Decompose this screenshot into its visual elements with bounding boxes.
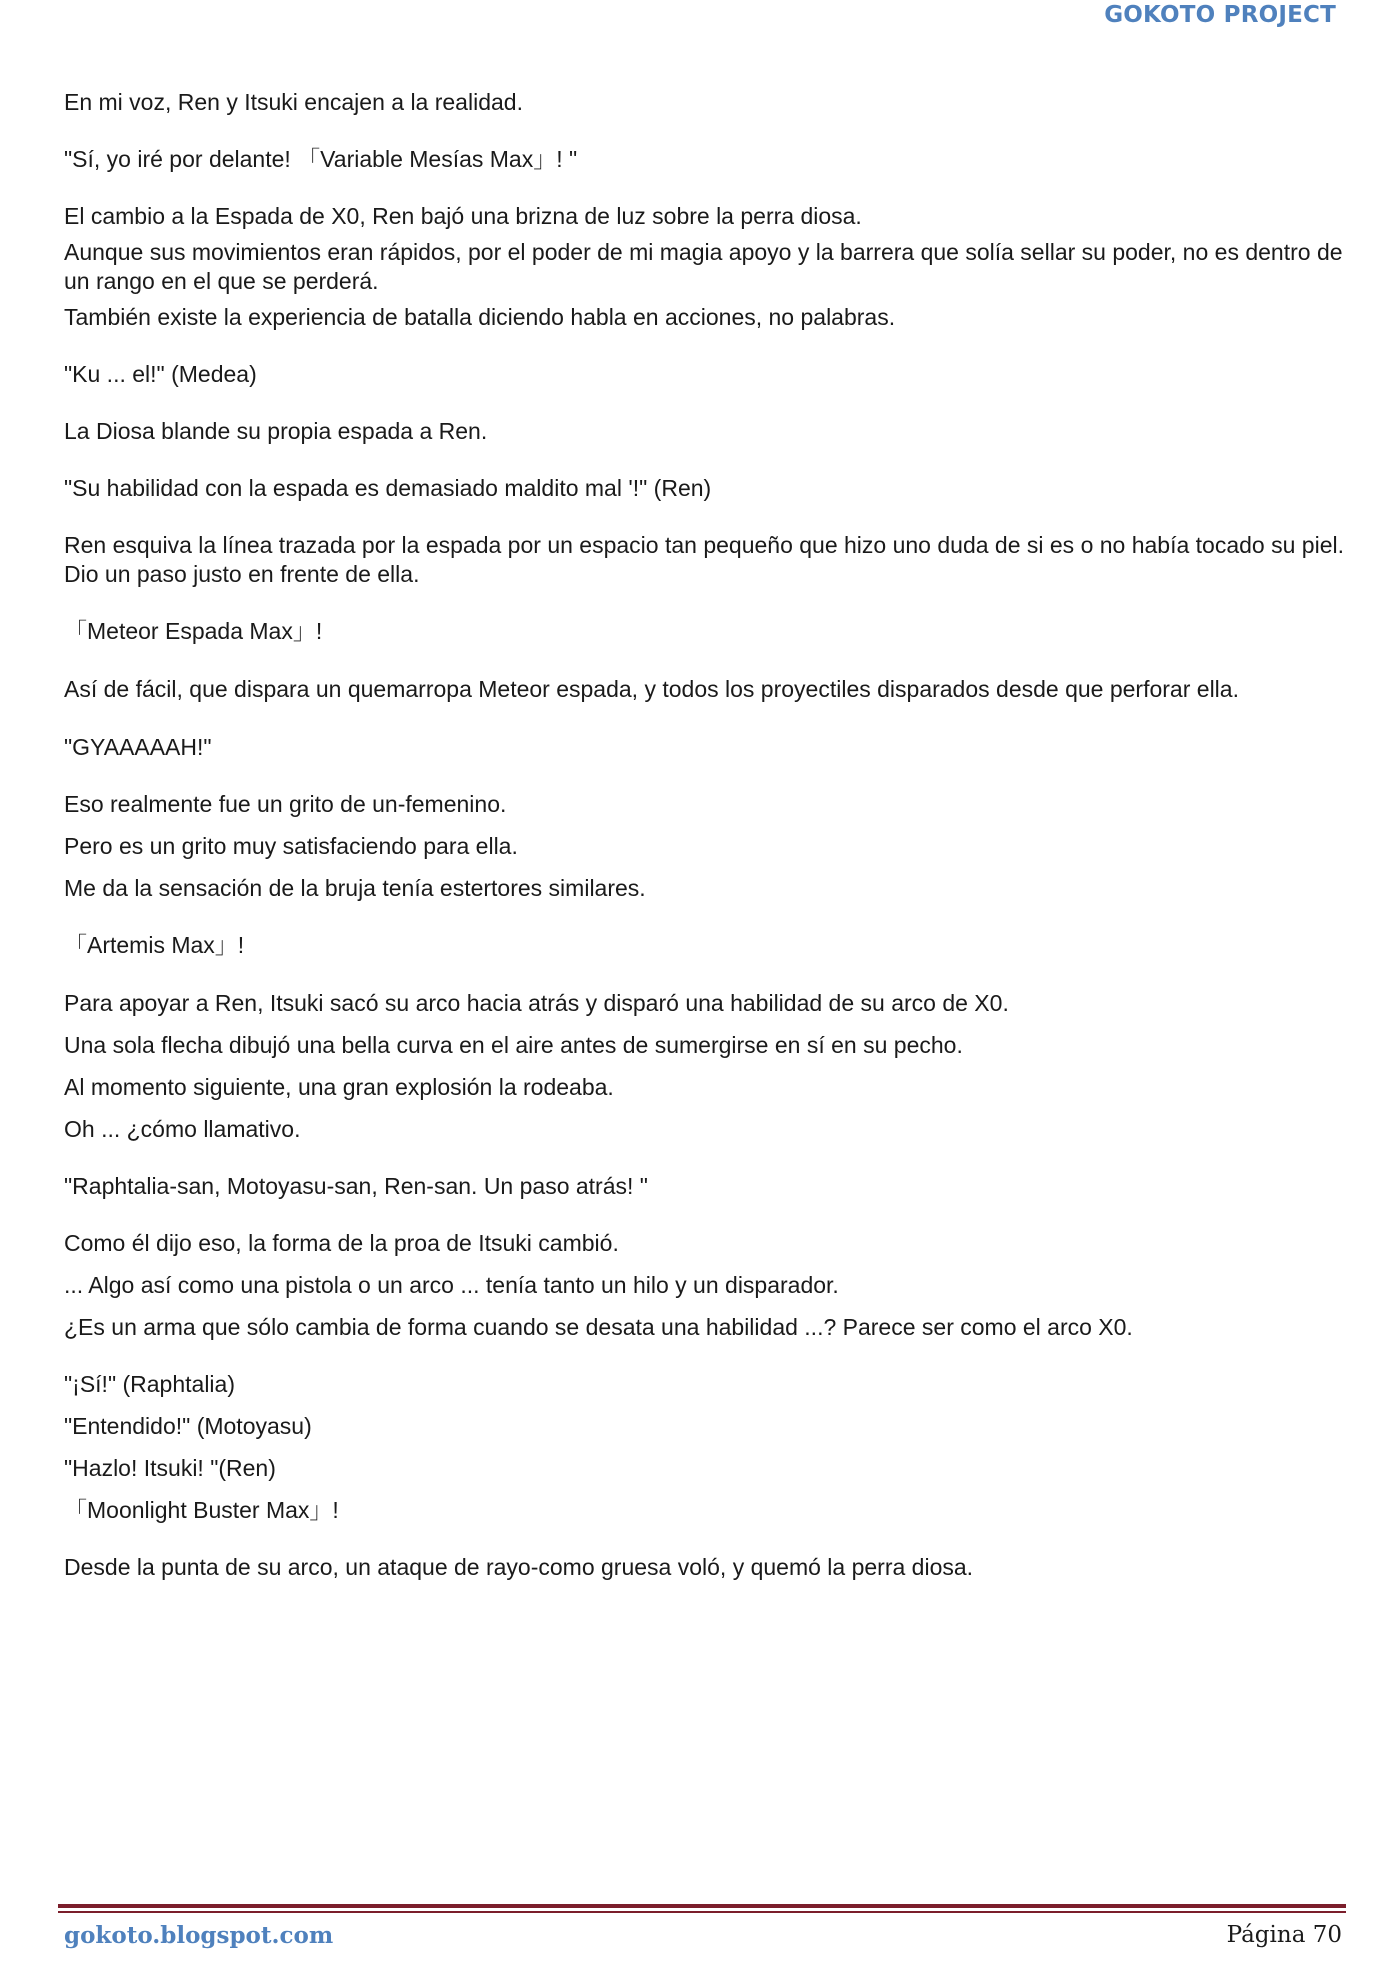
paragraph: La Diosa blande su propia espada a Ren. — [64, 418, 488, 444]
paragraph: Eso realmente fue un grito de un-femenino. — [64, 791, 507, 817]
paragraph: Una sola flecha dibujó una bella curva en el aire antes de sumergirse en sí en su pecho. — [64, 1032, 963, 1058]
paragraph: "Entendido!" (Motoyasu) — [64, 1413, 312, 1439]
footer-rule-thick — [58, 1904, 1346, 1908]
page-number: Página 70 — [1226, 1922, 1342, 1948]
paragraph: Aunque sus movimientos eran rápidos, por el poder de mi magia apoyo y la barrera que solía sellar su poder, no es dentro de un rango en el que se perderá. — [64, 239, 1349, 294]
paragraph: 「Meteor Espada Max」! — [64, 618, 323, 644]
paragraph: ... Algo así como una pistola o un arco ... tenía tanto un hilo y un disparador. — [64, 1272, 839, 1298]
paragraph: "Raphtalia-san, Motoyasu-san, Ren-san. Un paso atrás! " — [64, 1173, 648, 1199]
paragraph: "Hazlo! Itsuki! "(Ren) — [64, 1455, 276, 1481]
paragraph: 「Moonlight Buster Max」! — [64, 1497, 339, 1523]
header-brand: GOKOTO PROJECT — [1104, 2, 1336, 28]
paragraph: Desde la punta de su arco, un ataque de rayo-como gruesa voló, y quemó la perra diosa. — [64, 1554, 974, 1580]
paragraph: En mi voz, Ren y Itsuki encajen a la realidad. — [64, 89, 523, 115]
paragraph: Oh ... ¿cómo llamativo. — [64, 1116, 301, 1142]
paragraph: Me da la sensación de la bruja tenía estertores similares. — [64, 875, 646, 901]
footer-blog-link[interactable]: gokoto.blogspot.com — [64, 1922, 334, 1949]
paragraph: Como él dijo eso, la forma de la proa de Itsuki cambió. — [64, 1230, 619, 1256]
paragraph: Al momento siguiente, una gran explosión la rodeaba. — [64, 1074, 614, 1100]
paragraph: 「Artemis Max」! — [64, 932, 245, 958]
document-body — [64, 88, 1351, 1582]
paragraph: Para apoyar a Ren, Itsuki sacó su arco hacia atrás y disparó una habilidad de su arco de X0. — [64, 990, 1009, 1016]
footer-rule-thin — [58, 1911, 1346, 1913]
paragraph: Pero es un grito muy satisfaciendo para ella. — [64, 833, 518, 859]
paragraph: "Ku ... el!" (Medea) — [64, 361, 257, 387]
paragraph: "Su habilidad con la espada es demasiado maldito mal '!" (Ren) — [64, 475, 712, 501]
paragraph: "Sí, yo iré por delante! 「Variable Mesías Max」! " — [64, 146, 578, 172]
paragraph: ¿Es un arma que sólo cambia de forma cuando se desata una habilidad ...? Parece ser como el arco X0. — [64, 1314, 1133, 1340]
paragraph: "GYAAAAAH!" — [64, 734, 212, 760]
paragraph: También existe la experiencia de batalla diciendo habla en acciones, no palabras. — [64, 304, 896, 330]
paragraph: Ren esquiva la línea trazada por la espada por un espacio tan pequeño que hizo uno duda de si es o no había tocado su piel. Dio un paso justo en frente de ella. — [64, 532, 1351, 587]
paragraph: "¡Sí!" (Raphtalia) — [64, 1371, 235, 1397]
paragraph: Así de fácil, que dispara un quemarropa Meteor espada, y todos los proyectiles disparados desde que perforar ella. — [64, 676, 1239, 702]
paragraph: El cambio a la Espada de X0, Ren bajó una brizna de luz sobre la perra diosa. — [64, 203, 862, 229]
